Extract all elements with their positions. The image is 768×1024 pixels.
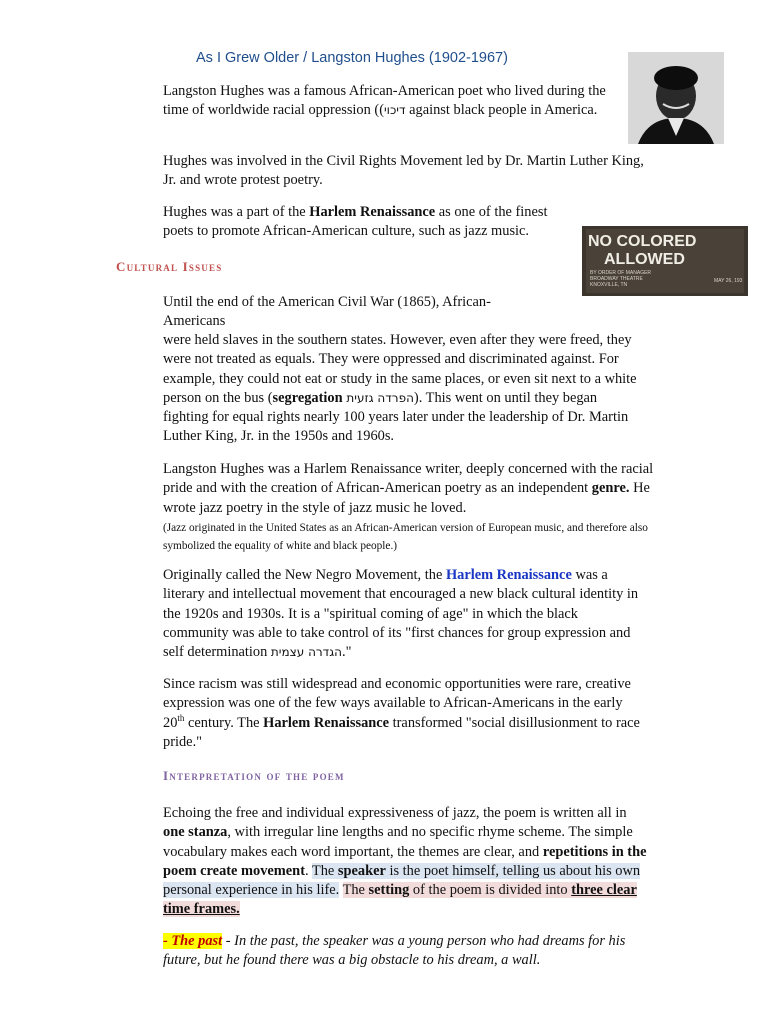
section1-paragraph-1 [163, 331, 641, 447]
text: transformed "social disillusionment to race pride." [163, 714, 640, 750]
intro-paragraph-3 [163, 203, 575, 242]
bold-term: speaker [337, 862, 386, 879]
text: , with irregular line lengths and no specific rhyme scheme. The simple vocabulary makes each word important, the themes are clear, and [163, 824, 633, 860]
hebrew-term: הפרדה גזעית [342, 390, 414, 405]
bold-term: Harlem Renaissance [263, 714, 390, 731]
section2-the-past [163, 932, 643, 971]
bold-term: Harlem Renaissance [309, 204, 436, 220]
text: Langston Hughes was a Harlem Renaissance writer, deeply concerned with the racial pride and with the creation of African-American poetry as an independent [163, 461, 654, 497]
text: Hughes was a part of the [163, 204, 310, 220]
bold-term: segregation [272, 389, 343, 406]
text: Langston Hughes was a famous African-American poet who lived during the time of worldwide racial oppression (( [163, 83, 606, 119]
text: of the poem is divided into [409, 882, 572, 899]
section1-paragraph-2 [163, 460, 655, 518]
sign-small-1: BY ORDER OF MANAGER [590, 270, 652, 276]
hebrew-term: הגדרה עצמית [270, 645, 343, 660]
text: Originally called the New Negro Movement, the [163, 567, 446, 583]
no-colored-allowed-sign [582, 226, 748, 296]
intro-paragraph-2: Hughes was involved in the Civil Rights Movement led by Dr. Martin Luther King, Jr. and wrote protest poetry. [163, 153, 644, 189]
text: century. The [184, 714, 264, 731]
section2-paragraph-1 [163, 804, 647, 920]
text: is the poet himself, telling us about his own personal experience in his life. [163, 862, 641, 899]
text: Since racism was still widespread and economic opportunities were rare, creative expression was one of the few ways available to African-Americans in the early 20 [163, 676, 631, 731]
sign-small-date: MAY 26, 193 [714, 278, 743, 284]
text: against black people in America. [405, 102, 598, 119]
underlined-term: three clear time frames. [163, 882, 637, 918]
hebrew-term: דיכוי [384, 103, 406, 118]
bold-term: one stanza [163, 824, 228, 841]
text: was a literary and intellectual movement that encouraged a new black cultural identity in the 1920s and 1930s. It is a "spiritual coming of age" in which the black community was able to take control of its "first chances for group expression and self determination [163, 567, 639, 661]
page-title: As I Grew Older / Langston Hughes (1902-1967) [196, 50, 508, 66]
sign-small-2: BROADWAY THEATRE [590, 276, 643, 282]
section1-line-1: Until the end of the American Civil War (1865), African- [163, 294, 491, 310]
text: . [304, 862, 312, 879]
sign-small-3: KNOXVILLE, TN [590, 282, 628, 288]
past-label: - The past [163, 933, 223, 949]
bold-term: setting [368, 882, 410, 899]
section-heading-cultural-issues: Cultural Issues [116, 259, 223, 274]
section1-line-2: Americans [163, 313, 226, 329]
text: The [311, 862, 338, 879]
section1-paragraph-3 [163, 566, 645, 662]
text: Echoing the free and individual expressiveness of jazz, the poem is written all in [163, 805, 627, 821]
text: ." [342, 644, 352, 661]
intro-paragraph-1 [163, 82, 619, 121]
text: as one of the finest poets to promote African-American culture, such as jazz music. [163, 204, 548, 240]
text: He wrote jazz poetry in the style of jazz music he loved. [163, 480, 650, 516]
superscript: th [177, 712, 185, 723]
portrait-photo [628, 52, 724, 144]
text: The [342, 882, 369, 899]
sign-line-1: NO COLORED [588, 233, 697, 250]
text: were held slaves in the southern states. However, even after they were freed, they were not treated as equals. They were oppressed and discriminated against. For example, they could not eat or study in the same places, or even sit next to a white person on the bus ( [163, 332, 637, 406]
section1-paragraph-4 [163, 675, 643, 752]
section-heading-interpretation: Interpretation of the poem [163, 768, 345, 783]
bold-term: repetitions in the poem create movement [163, 843, 647, 879]
sign-line-2: ALLOWED [604, 251, 685, 268]
section1-jazz-note: (Jazz originated in the United States as an African-American version of European music, and therefore also symbolized the equality of white and black people.) [163, 522, 648, 552]
text: ). This went on until they began fighting for equal rights nearly 100 years later under the leadership of Dr. Martin Luther King, Jr. in the 1950s and 1960s. [163, 389, 629, 445]
text: - In the past, the speaker was a young person who had dreams for his future, but he found there was a big obstacle to his dream, a wall. [163, 933, 626, 969]
harlem-renaissance-term: Harlem Renaissance [445, 567, 572, 583]
bold-term: genre. [591, 480, 630, 497]
